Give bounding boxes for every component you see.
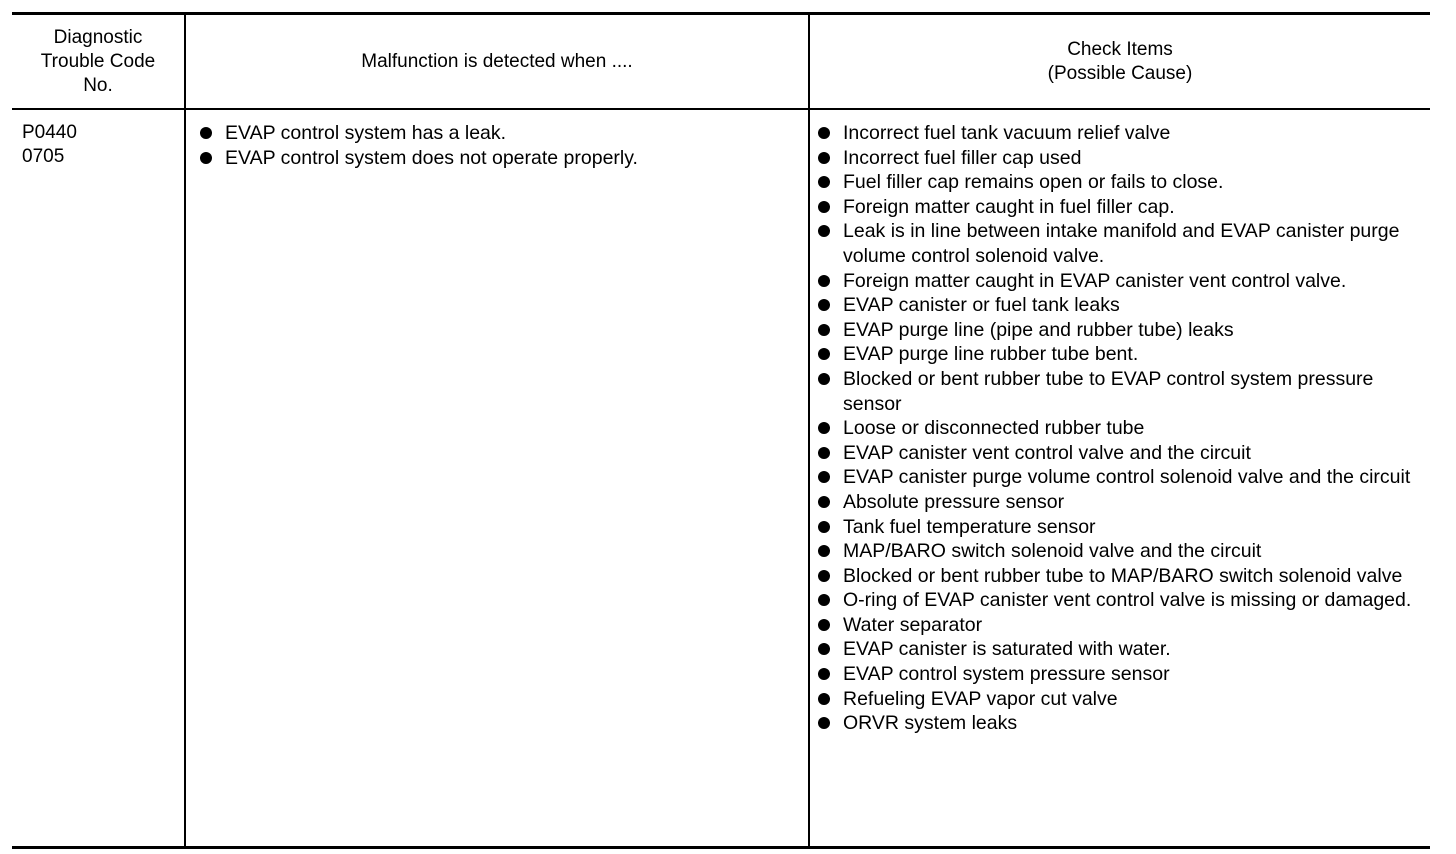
check-item: O-ring of EVAP canister vent control valve is missing or damaged.	[816, 588, 1420, 613]
check-item: Foreign matter caught in EVAP canister vent control valve.	[816, 269, 1420, 294]
header-code-cell	[12, 15, 184, 108]
trouble-codes	[22, 121, 77, 169]
check-item: EVAP canister or fuel tank leaks	[816, 293, 1420, 318]
check-item: Loose or disconnected rubber tube	[816, 416, 1420, 441]
check-item: Refueling EVAP vapor cut valve	[816, 687, 1420, 712]
trouble-code: 0705	[22, 146, 65, 167]
check-item: ORVR system leaks	[816, 711, 1420, 736]
check-item: EVAP canister vent control valve and the circuit	[816, 441, 1420, 466]
trouble-code: P0440	[22, 122, 77, 143]
header-check-cell	[810, 15, 1430, 108]
check-item: EVAP canister is saturated with water.	[816, 637, 1420, 662]
column-divider-2	[808, 12, 810, 848]
malfunction-item: EVAP control system does not operate properly.	[198, 146, 798, 171]
check-item: Leak is in line between intake manifold and EVAP canister purge volume control solenoid valve.	[816, 219, 1420, 268]
check-item: EVAP purge line (pipe and rubber tube) leaks	[816, 318, 1420, 343]
diagnostic-table	[12, 12, 1430, 850]
check-item: Incorrect fuel filler cap used	[816, 146, 1420, 171]
header-malfunction: Malfunction is detected when ....	[361, 50, 633, 72]
check-item: Tank fuel temperature sensor	[816, 515, 1420, 540]
check-item: EVAP control system pressure sensor	[816, 662, 1420, 687]
malfunction-list	[198, 121, 798, 170]
header-malfunction-cell	[186, 15, 808, 108]
check-item: Fuel filler cap remains open or fails to close.	[816, 170, 1420, 195]
check-item: MAP/BARO switch solenoid valve and the circuit	[816, 539, 1420, 564]
check-item: Blocked or bent rubber tube to EVAP control system pressure sensor	[816, 367, 1420, 416]
check-items-list	[816, 121, 1420, 736]
header-code: Diagnostic Trouble Code No.	[40, 26, 156, 96]
check-item: Incorrect fuel tank vacuum relief valve	[816, 121, 1420, 146]
check-item: Absolute pressure sensor	[816, 490, 1420, 515]
column-divider-1	[184, 12, 186, 848]
check-item: Foreign matter caught in fuel filler cap.	[816, 195, 1420, 220]
check-item: EVAP canister purge volume control solenoid valve and the circuit	[816, 465, 1420, 490]
table-bottom-rule	[12, 846, 1430, 849]
check-item: Water separator	[816, 613, 1420, 638]
header-divider	[12, 108, 1430, 110]
header-check: Check Items (Possible Cause)	[1047, 38, 1193, 84]
check-item: Blocked or bent rubber tube to MAP/BARO switch solenoid valve	[816, 564, 1420, 589]
check-item: EVAP purge line rubber tube bent.	[816, 342, 1420, 367]
malfunction-item: EVAP control system has a leak.	[198, 121, 798, 146]
